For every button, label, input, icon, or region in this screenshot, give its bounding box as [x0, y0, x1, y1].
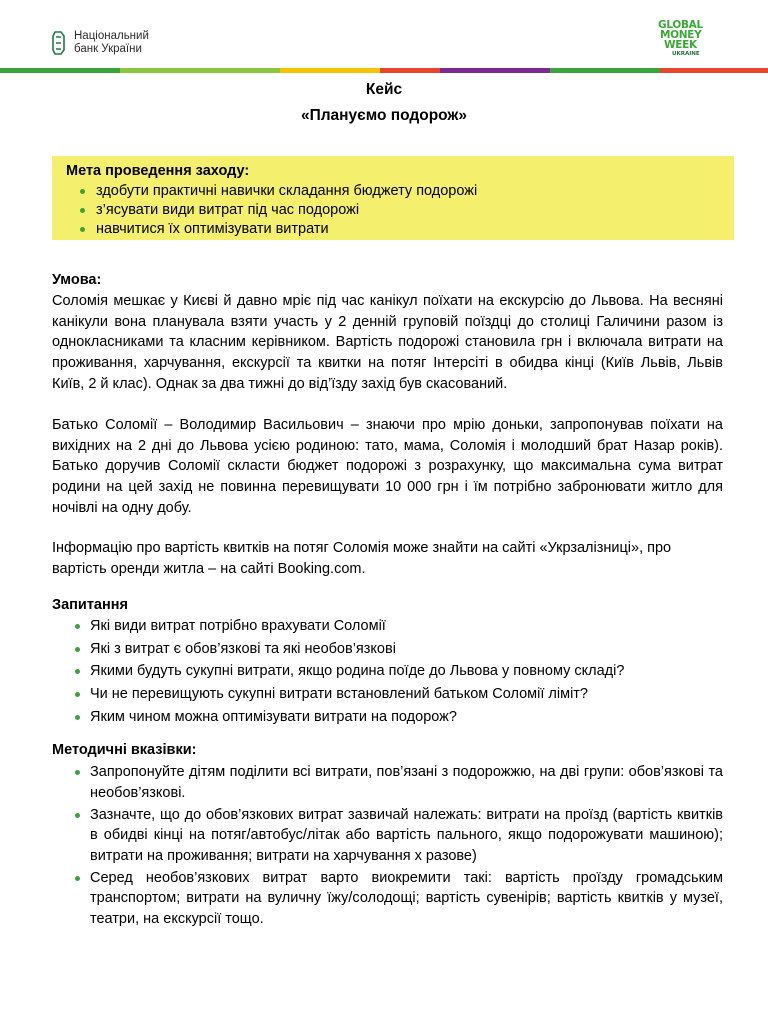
color-stripe-segment — [440, 68, 550, 73]
goal-list — [52, 182, 477, 239]
bullet-icon — [75, 770, 80, 775]
bullet-icon — [80, 227, 85, 232]
list-item: Яким чином можна оптимізувати витрати на подорож? — [52, 707, 732, 728]
list-item: здобути практичні навички складання бюджету подорожі — [52, 182, 477, 201]
list-item: Які види витрат потрібно врахувати Соломії — [52, 616, 732, 637]
color-stripe-segment — [550, 68, 660, 73]
color-stripe-segment — [380, 68, 440, 73]
page-title-line2: «Плануємо подорож» — [300, 107, 468, 124]
page-header — [0, 0, 768, 75]
gmw-word-week: WEEK — [664, 39, 697, 51]
list-item: Запропонуйте дітям поділити всі витрати, пов’язані з подорожжю, на дві групи: обов’язкові та необов’язкові. — [52, 762, 723, 803]
methods-heading: Методичні вказівки: — [52, 742, 197, 758]
gmw-ukraine: UKRAINE — [672, 51, 700, 57]
condition-paragraph-2: Батько Соломії – Володимир Васильович – знаючи про мрію доньки, запропонував поїхати на вихідних на 2 дні до Львова усією родиною: тато, мама, Соломія і молодший брат Назар років). Батько доручив Соломії скласти бюджет подорожі з розрахунку, що максимальна сума витрат родини на цей захід не повинна перевищувати 10 000 грн і їм потрібно забронювати житло для ночівлі на одну добу. — [52, 417, 723, 516]
bullet-icon — [75, 647, 80, 652]
color-stripe-segment — [660, 68, 768, 73]
list-item: з’ясувати види витрат під час подорожі — [52, 201, 477, 220]
bullet-icon — [75, 715, 80, 720]
condition-paragraph-1: Соломія мешкає у Києві й давно мріє під час канікул поїхати на екскурсію до Львова. На весняні канікули вона планувала взяти участь у 2 денній груповій поїздці до столиці Галичини разом із однокласниками та класним керівником. Вартість подорожі становила грн і включала витрати на проживання, харчування, екскурсії та квитки на потяг Інтерсіті в обидва кінці (Київ Львів, Львів Київ, 2 й клас). Однак за два тижні до від’їзду захід був скасований. — [52, 293, 723, 392]
global-money-week-logo — [658, 20, 708, 66]
goal-heading: Мета проведення заходу: — [66, 163, 250, 179]
color-stripe-segment — [120, 68, 280, 73]
gmw-word-global: GLOBAL — [658, 19, 703, 31]
list-item: Які з витрат є обов’язкові та які необов’язкові — [52, 639, 732, 660]
questions-list — [52, 616, 732, 729]
color-stripe-segment — [0, 68, 120, 73]
methods-list — [52, 762, 723, 931]
bullet-icon — [75, 813, 80, 818]
condition-paragraph-3: Інформацію про вартість квитків на потяг Соломія може знайти на сайті «Укрзалізниці», про вартість оренди житла – на сайті Booking.com. — [52, 540, 672, 577]
bullet-icon — [75, 876, 80, 881]
bullet-icon — [75, 669, 80, 674]
list-item: Серед необов’язкових витрат варто виокремити такі: вартість проїзду громадським транспортом; витрати на вуличну їжу/солодощі; вартість сувенірів; вартість квитків у музеї, театри, на екскурсії тощо. — [52, 868, 723, 930]
list-item: Чи не перевищують сукупні витрати встановлений батьком Соломії ліміт? — [52, 684, 732, 705]
bullet-icon — [80, 189, 85, 194]
bullet-icon — [75, 692, 80, 697]
nbu-name-line1: Національний — [74, 30, 149, 42]
color-stripe-segment — [280, 68, 380, 73]
gmw-word-money: MONEY — [660, 29, 702, 41]
condition-heading: Умова: — [52, 272, 102, 288]
list-item: Якими будуть сукупні витрати, якщо родина поїде до Львова у повному складі? — [52, 661, 732, 682]
list-item: навчитися їх оптимізувати витрати — [52, 220, 477, 239]
nbu-name-line2: банк України — [74, 43, 142, 55]
bullet-icon — [75, 624, 80, 629]
questions-heading: Запитання — [52, 597, 128, 613]
page-title-line1: Кейс — [365, 81, 403, 98]
bullet-icon — [80, 208, 85, 213]
nbu-emblem-icon — [52, 31, 66, 55]
list-item: Зазначте, що до обов’язкових витрат зазвичай належать: витрати на проїзд (вартість квитків в обидві кінці на потяг/автобус/літак або вартість пального, якщо подорожувати машиною); витрати на проживання; витрати на харчування х разове) — [52, 805, 723, 867]
goal-box — [52, 156, 734, 240]
nbu-logo — [52, 30, 149, 56]
